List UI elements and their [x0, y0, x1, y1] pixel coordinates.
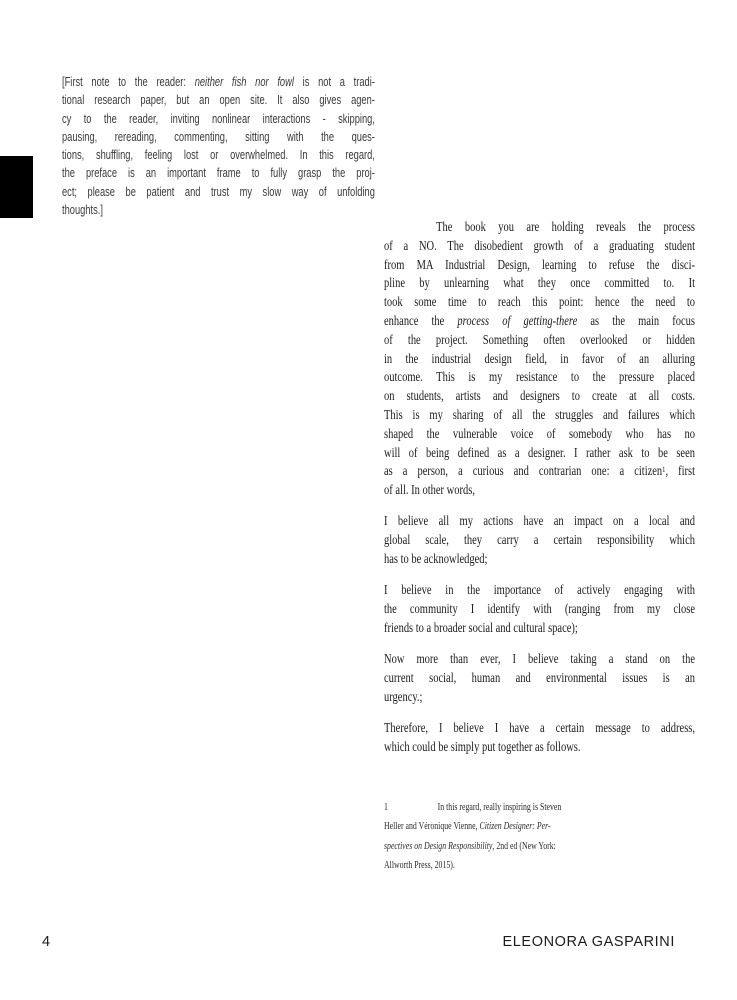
text-line [384, 531, 695, 550]
paragraph-believe-stand [384, 650, 695, 706]
text-segment: will of being defined as a designer. I rather ask to be seen [384, 444, 695, 460]
text-segment: which could be simply put together as follows. [384, 738, 581, 754]
footnote-number: 1 [384, 802, 388, 813]
text-line [62, 183, 375, 201]
text-line [384, 274, 695, 293]
text-segment: tional research paper, but an open site. It also gives agen- [62, 93, 375, 108]
text-line [384, 237, 695, 256]
footnote [384, 798, 615, 875]
text-line [62, 128, 375, 146]
text-line [384, 512, 695, 531]
text-segment: ect; please be patient and trust my slow way of unfolding [62, 184, 375, 199]
text-segment: Citizen Designer: Per- [479, 821, 551, 833]
text-line [384, 406, 695, 425]
text-segment: took some time to reach this point: hence the need to [384, 294, 695, 310]
text-line [62, 146, 375, 164]
text-line [384, 738, 695, 757]
left-margin-tab [0, 156, 33, 218]
text-segment: pline by unlearning what they once committed to. It [384, 275, 695, 291]
text-segment: pausing, rereading, commenting, sitting with the ques- [62, 129, 375, 144]
text-segment: Therefore, I believe I have a certain message to address, [384, 720, 695, 736]
reader-note [62, 73, 375, 219]
text-segment: In this regard, really inspiring is Steven [437, 802, 562, 813]
text-segment: The book you are holding reveals the process [436, 219, 695, 234]
text-segment: on students, artists and designers to create at all costs. [384, 388, 695, 404]
author-name: ELEONORA GASPARINI [502, 934, 675, 950]
text-segment: the community I identify with (ranging from my close [384, 601, 695, 617]
text-line [384, 481, 695, 500]
text-line [384, 550, 695, 569]
body-text [384, 218, 695, 757]
text-line [384, 817, 615, 836]
text-segment: current social, human and environmental issues is an [384, 670, 695, 686]
text-segment: I believe all my actions have an impact on a local and [384, 513, 695, 529]
text-line [62, 110, 375, 128]
text-line [62, 201, 375, 219]
text-segment: as the main focus [577, 312, 695, 328]
text-line [384, 600, 695, 619]
text-line [384, 688, 695, 707]
paragraph-believe-community [384, 581, 695, 637]
text-line [384, 331, 695, 350]
text-segment: global scale, they carry a certain responsibility which [384, 532, 695, 548]
text-segment: neither fish nor fowl [194, 75, 294, 89]
text-segment: has to be acknowledged; [384, 551, 488, 567]
text-line [384, 856, 615, 875]
text-line [384, 581, 695, 600]
text-segment: urgency.; [384, 688, 423, 704]
text-segment: process of getting-there [457, 312, 578, 328]
text-line [384, 837, 615, 856]
footnote-reference: 1 [662, 464, 666, 474]
text-segment: in the industrial design field, in favor of an alluring [384, 350, 695, 366]
text-segment: shaped the vulnerable voice of somebody who has no [384, 425, 695, 441]
text-line [384, 350, 695, 369]
paragraph-therefore [384, 719, 695, 757]
text-segment: , first [665, 463, 695, 479]
text-segment: This is my sharing of all the struggles and failures which [384, 406, 695, 422]
text-segment: Now more than ever, I believe taking a stand on the [384, 651, 695, 667]
text-segment: of a NO. The disobedient growth of a graduating student [384, 237, 695, 253]
text-line [384, 444, 695, 463]
text-segment: thoughts.] [62, 203, 103, 218]
text-line [384, 312, 695, 331]
text-line [384, 619, 695, 638]
text-segment: the preface is an important frame to fully grasp the proj- [62, 166, 375, 181]
text-line [384, 293, 695, 312]
text-segment: , 2nd ed (New York: [492, 840, 556, 852]
text-line [384, 462, 695, 481]
text-line [62, 91, 375, 109]
page-number: 4 [42, 934, 51, 950]
text-segment: of all. In other words, [384, 482, 475, 498]
text-line [384, 425, 695, 444]
text-line [384, 387, 695, 406]
text-segment: I believe in the importance of actively engaging with [384, 582, 695, 598]
text-segment: spectives on Design Responsibility [384, 840, 493, 852]
text-segment: Heller and Véronique Vienne, [384, 821, 480, 833]
text-line [384, 669, 695, 688]
text-segment: outcome. This is my resistance to the pressure placed [384, 369, 695, 385]
text-segment: friends to a broader social and cultural space); [384, 619, 578, 635]
text-segment: Allworth Press, 2015). [384, 859, 455, 871]
text-segment: [First note to the reader: [62, 75, 195, 89]
text-segment: cy to the reader, inviting nonlinear interactions - skipping, [62, 111, 375, 126]
text-segment: is not a tradi- [293, 75, 375, 89]
text-line [384, 218, 695, 237]
text-segment: tions, shuffling, feeling lost or overwhelmed. In this regard, [62, 148, 375, 163]
text-segment: from MA Industrial Design, learning to refuse the disci- [384, 256, 695, 272]
text-segment: as a person, a curious and contrarian one: a citizen [384, 463, 663, 479]
text-line [384, 798, 615, 817]
text-line [62, 73, 375, 91]
text-line [384, 256, 695, 275]
text-line [384, 650, 695, 669]
text-segment: enhance the [384, 312, 458, 328]
paragraph-intro [384, 218, 695, 500]
text-line [384, 719, 695, 738]
text-segment: of the project. Something often overlooked or hidden [384, 331, 695, 347]
text-line [384, 368, 695, 387]
text-line [62, 164, 375, 182]
paragraph-believe-actions [384, 512, 695, 568]
